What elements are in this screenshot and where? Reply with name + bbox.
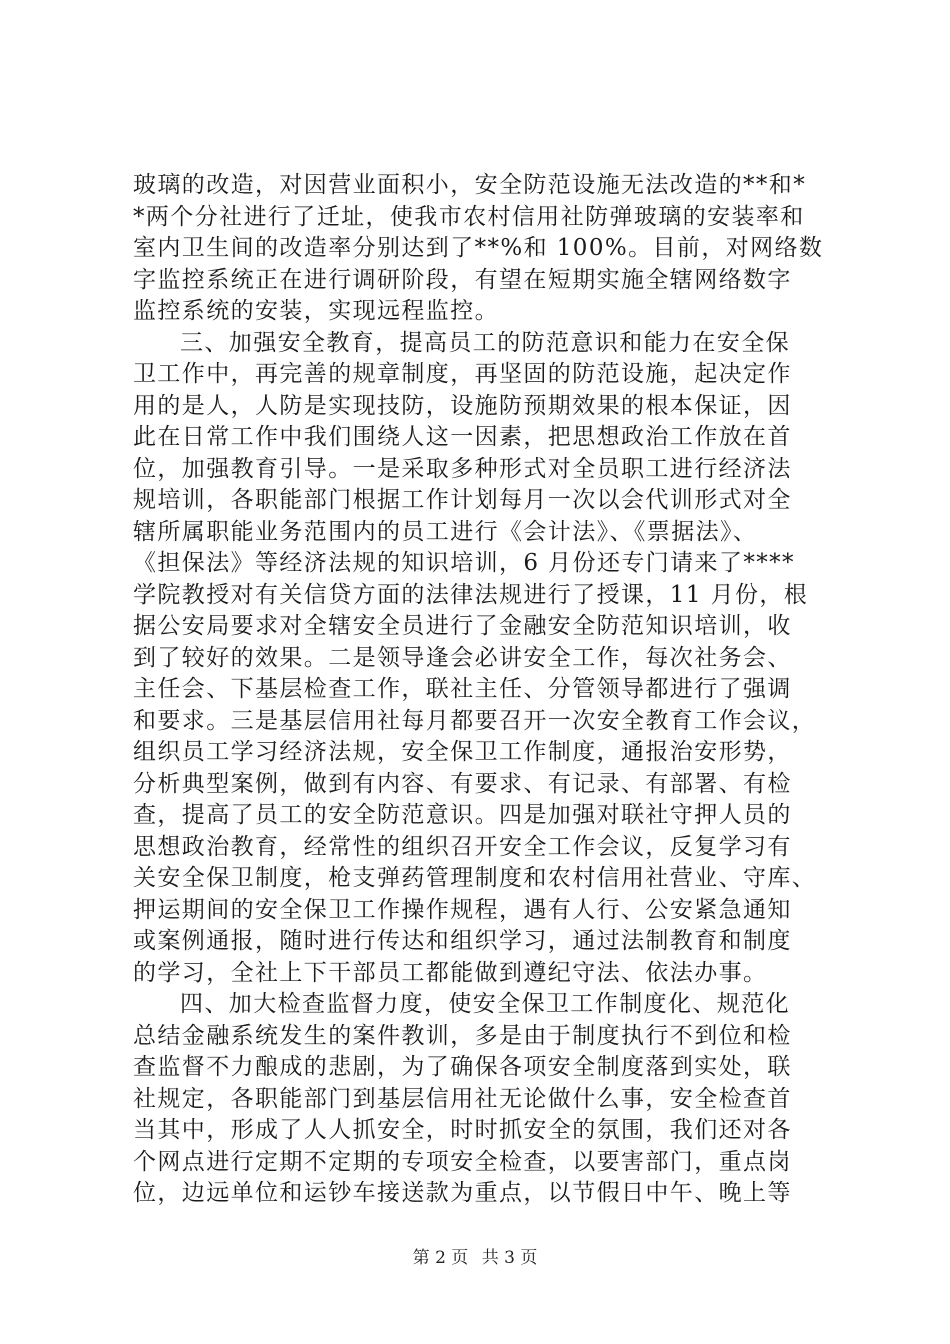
text-line: 的学习，全社上下干部员工都能做到遵纪守法、依法办事。 [133,959,768,986]
text-line: *两个分社进行了迁址，使我市农村信用社防弹玻璃的安装率和 [133,203,805,230]
text-line: 辖所属职能业务范围内的员工进行《会计法》、《票据法》、 [133,518,758,545]
text-line: 学院教授对有关信贷方面的法律法规进行了授课，11 月份，根 [133,581,809,608]
text-line: 思想政治教育，经常性的组织召开安全工作会议，反复学习有 [133,833,792,860]
text-line: 此在日常工作中我们围绕人这一因素，把思想政治工作放在首 [133,424,792,450]
page-total: 共 3 页 [481,1248,538,1268]
text-line: 室内卫生间的改造率分别达到了**%和 100%。目前，对网络数 [133,235,824,261]
text-line: 玻璃的改造，对因营业面积小，安全防范设施无法改造的**和* [133,172,807,198]
text-line: 个网点进行定期不定期的专项安全检查，以要害部门，重点岗 [133,1148,792,1175]
text-line: 《担保法》等经济法规的知识培训，6 月份还专门请来了**** [133,550,795,576]
text-line: 和要求。三是基层信用社每月都要召开一次安全教育工作会议， [133,707,817,734]
text-line: 字监控系统正在进行调研阶段，有望在短期实施全辖网络数字 [133,266,792,293]
text-line: 四、加大检查监督力度，使安全保卫工作制度化、规范化 [180,991,790,1017]
text-line: 到了较好的效果。二是领导逢会必讲安全工作，每次社务会、 [133,644,792,671]
text-line: 主任会、下基层检查工作，联社主任、分管领导都进行了强调 [133,676,792,702]
body-text [133,170,833,1210]
text-line: 组织员工学习经济法规，安全保卫工作制度，通报治安形势， [133,739,792,765]
text-line: 位，加强教育引导。一是采取多种形式对全员职工进行经济法 [133,455,792,482]
text-line: 查监督不力酿成的悲剧，为了确保各项安全制度落到实处，联 [133,1054,792,1080]
text-line: 卫工作中，再完善的规章制度，再坚固的防范设施，起决定作 [133,361,792,387]
text-line: 当其中，形成了人人抓安全，时时抓安全的氛围，我们还对各 [133,1117,792,1143]
text-line: 分析典型案例，做到有内容、有要求、有记录、有部署、有检 [133,770,792,797]
text-line: 监控系统的安装，实现远程监控。 [133,298,499,324]
text-line: 或案例通报，随时进行传达和组织学习，通过法制教育和制度 [133,928,792,954]
text-line: 位，边远单位和运钞车接送款为重点，以节假日中午、晚上等 [133,1180,792,1206]
text-line: 总结金融系统发生的案件教训，多是由于制度执行不到位和检 [133,1022,792,1049]
text-line: 关安全保卫制度，枪支弹药管理制度和农村信用社营业、守库、 [133,865,817,891]
text-line: 据公安局要求对全辖安全员进行了金融安全防范知识培训，收 [133,613,792,639]
page-footer [0,1243,950,1268]
text-line: 社规定，各职能部门到基层信用社无论做什么事，安全检查首 [133,1085,792,1112]
text-line: 查，提高了员工的安全防范意识。四是加强对联社守押人员的 [133,802,792,828]
page-number: 第 2 页 [412,1248,469,1268]
text-line: 押运期间的安全保卫工作操作规程，遇有人行、公安紧急通知 [133,896,792,923]
text-line: 用的是人，人防是实现技防，设施防预期效果的根本保证，因 [133,392,792,419]
text-line: 三、加强安全教育，提高员工的防范意识和能力在安全保 [180,329,790,356]
text-line: 规培训，各职能部门根据工作计划每月一次以会代训形式对全 [133,487,792,513]
